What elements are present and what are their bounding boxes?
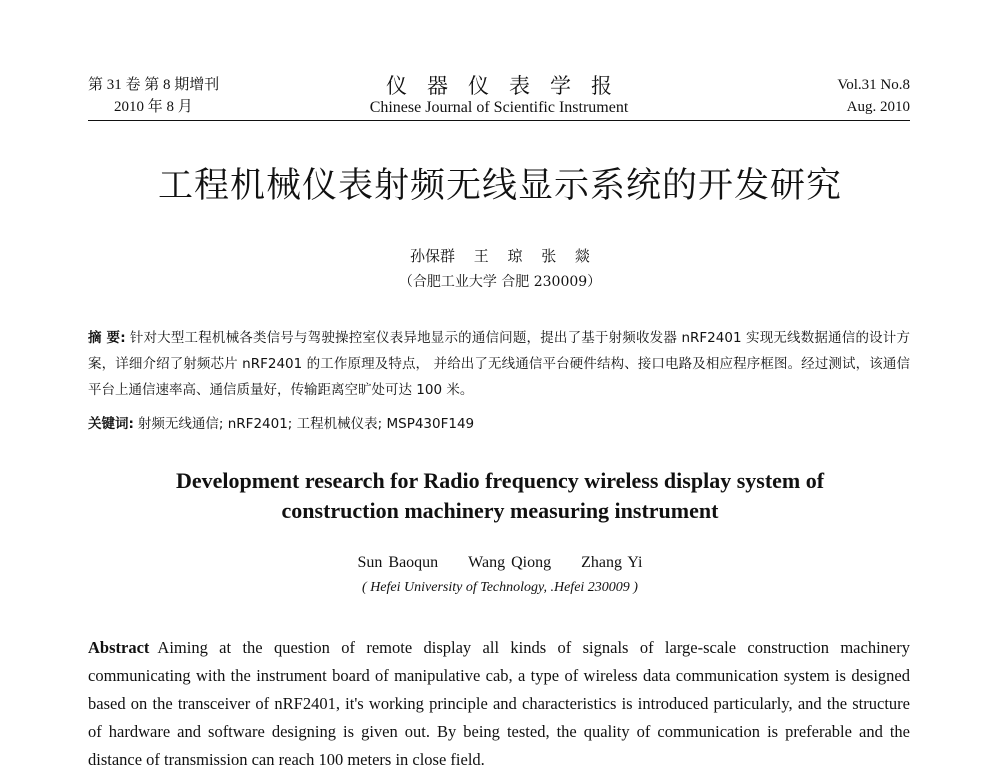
keywords-label-cn: 关键词: bbox=[88, 416, 134, 432]
author-2: Wang Qiong bbox=[468, 554, 552, 571]
authors-cn: 孙保群 王 琼 张 燚 bbox=[409, 247, 591, 265]
header-volume-en: Vol.31 No.8 bbox=[837, 77, 910, 93]
authors-en bbox=[0, 554, 1000, 572]
header-date-en: Aug. 2010 bbox=[846, 99, 910, 115]
abstract-text-cn: 针对大型工程机械各类信号与驾驶操控室仪表异地显示的通信问题，提出了基于射频收发器 nRF2401 实现无线数据通信的设计方案，详细介绍了射频芯片 nRF2401 的工作原理及特点， 并给出了无线通信平台硬件结构、接口电路及相应程序框图。经过测试，该通信平台上通信速率高、通信质量好，传输距离空旷处可达 100 米。 bbox=[88, 330, 910, 398]
author-3: Zhang Yi bbox=[581, 554, 643, 571]
paper-title-en-line2: construction machinery measuring instrument bbox=[281, 498, 719, 523]
paper-title-cn: 工程机械仪表射频无线显示系统的开发研究 bbox=[157, 166, 842, 206]
abstract-label-en: Abstract bbox=[88, 638, 150, 657]
author-1: Sun Baoqun bbox=[357, 554, 439, 571]
abstract-label-cn: 摘 要: bbox=[88, 330, 126, 346]
header-rule bbox=[88, 120, 910, 121]
header-date-cn: 2010 年 8 月 bbox=[114, 99, 193, 115]
paper-title-en-line1: Development research for Radio frequency wireless display system of bbox=[175, 468, 825, 493]
abstract-en bbox=[88, 634, 910, 774]
paper-title-en bbox=[0, 466, 1000, 526]
header-volume-issue: 第 31 卷 第 8 期增刊 bbox=[88, 77, 220, 93]
journal-name-en: Chinese Journal of Scientific Instrument bbox=[369, 99, 629, 116]
abstract-cn bbox=[88, 325, 910, 403]
header-vol-info-en bbox=[837, 74, 910, 118]
running-header bbox=[88, 74, 910, 120]
keywords-text-cn: 射频无线通信; nRF2401; 工程机械仪表; MSP430F149 bbox=[137, 416, 475, 432]
affiliation-en: ( Hefei University of Technology, .Hefei 230009 ) bbox=[362, 580, 638, 595]
keywords-cn bbox=[88, 411, 910, 437]
abstract-text-en: Aiming at the question of remote display all kinds of signals of large-scale construction machinery communicating with the instrument board of manipulative cab, a type of wireless data communication system is designed based on the transceiver of nRF2401, it's working principle and characteristics is introduced particularly, and the structure of hardware and software designing is given out. By being tested, the quality of communication is preferable and the distance of transmission can reach 100 meters in close field. bbox=[88, 638, 910, 769]
affiliation-cn: （合肥工业大学 合肥 230009） bbox=[398, 274, 602, 290]
header-journal-name bbox=[88, 74, 910, 118]
journal-name-cn: 仪器仪表学报 bbox=[386, 74, 632, 98]
